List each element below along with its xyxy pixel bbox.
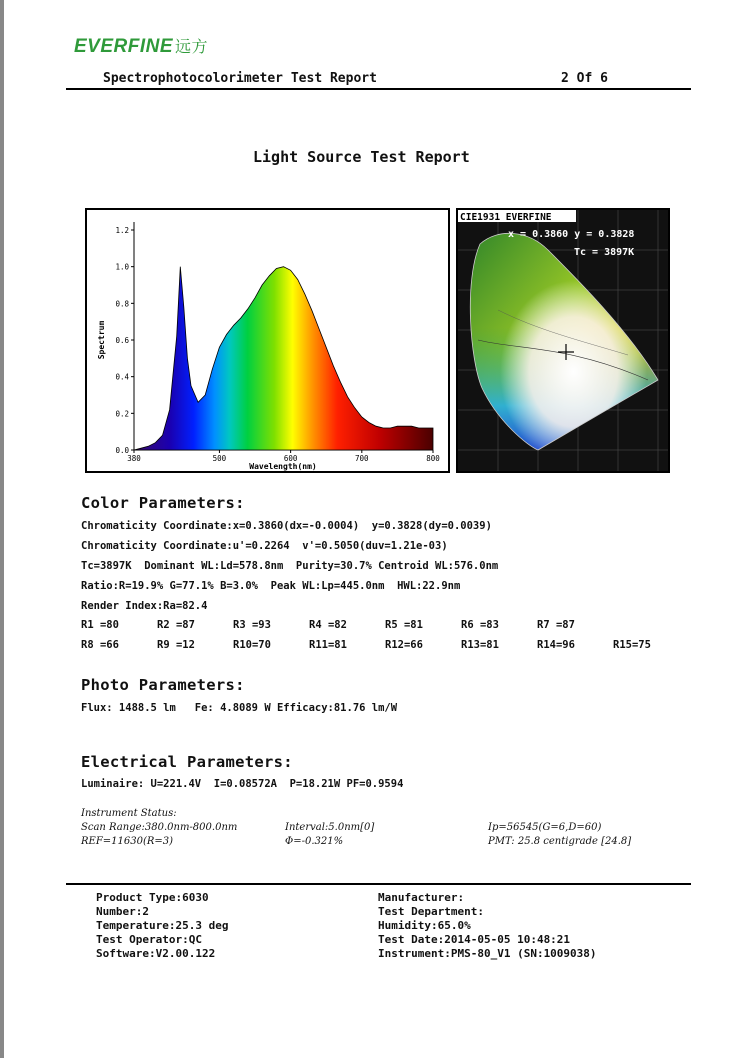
luminaire-line: Luminaire: U=221.4V I=0.08572A P=18.21W PF=0.9594 [81, 778, 404, 790]
y-tick-label: 0.0 [115, 446, 129, 455]
x-tick-label: 380 [127, 454, 141, 463]
humidity: Humidity:65.0% [378, 919, 471, 932]
report-header-title: Spectrophotocolorimeter Test Report [103, 71, 377, 86]
render-value: R11=81 [309, 639, 347, 651]
y-tick-label: 0.4 [115, 372, 129, 382]
render-index-line: Render Index:Ra=82.4 [81, 600, 208, 612]
chromaticity-xy-line: Chromaticity Coordinate:x=0.3860(dx=-0.0004) y=0.3828(dy=0.0039) [81, 520, 492, 532]
render-value: R15=75 [613, 639, 651, 651]
interval: Interval:5.0nm[0] [285, 822, 375, 833]
product-type: Product Type:6030 [96, 891, 209, 904]
cie-diagram [456, 208, 670, 473]
photo-parameters-heading: Photo Parameters: [81, 676, 245, 694]
render-value: R6 =83 [461, 619, 499, 631]
spectrum-chart-frame [85, 208, 450, 473]
test-date: Test Date:2014-05-05 10:48:21 [378, 933, 571, 946]
page-number: 2 Of 6 [561, 71, 608, 86]
x-tick-label: 800 [426, 454, 440, 463]
render-value: R5 =81 [385, 619, 423, 631]
sample-number: Number:2 [96, 905, 149, 918]
electrical-parameters-heading: Electrical Parameters: [81, 753, 293, 771]
render-value: R12=66 [385, 639, 423, 651]
chromaticity-uv-line: Chromaticity Coordinate:u'=0.2264 v'=0.5050(duv=1.21e-03) [81, 540, 448, 552]
header-divider [66, 88, 691, 90]
brand-logo: EVERFINE 远方 [74, 36, 209, 57]
y-tick-label: 1.0 [115, 262, 129, 272]
footer-divider [66, 883, 691, 885]
scan-range: Scan Range:380.0nm-800.0nm [81, 822, 238, 833]
y-tick-label: 0.2 [115, 409, 129, 419]
test-operator: Test Operator:QC [96, 933, 202, 946]
x-tick-label: 500 [212, 454, 227, 463]
test-department: Test Department: [378, 905, 484, 918]
software-version: Software:V2.00.122 [96, 947, 216, 960]
ref-value: REF=11630(R=3) [81, 836, 174, 847]
page-edge [0, 0, 4, 1058]
y-tick-label: 0.6 [115, 336, 129, 345]
render-value: R8 =66 [81, 639, 119, 651]
render-value: R7 =87 [537, 619, 575, 631]
manufacturer: Manufacturer: [378, 891, 465, 904]
cie-xy-value: x = 0.3860 y = 0.3828 [508, 229, 635, 240]
y-axis-label: Spectrum [97, 320, 106, 360]
cie-title: CIE1931 EVERFINE [460, 212, 552, 223]
cie-tc-value: Tc = 3897K [574, 247, 635, 258]
spectrum-area [134, 267, 433, 450]
x-axis-label: Wavelength(nm) [249, 462, 317, 471]
temperature: Temperature:25.3 deg [96, 919, 229, 932]
render-value: R2 =87 [157, 619, 195, 631]
spectrum-chart [87, 210, 448, 471]
y-tick-label: 1.2 [115, 226, 129, 235]
pmt-value: PMT: 25.8 centigrade [24.8] [488, 836, 632, 847]
phi-value: Φ=-0.321% [285, 836, 344, 847]
instrument-model: Instrument:PMS-80_V1 (SN:1009038) [378, 947, 597, 960]
render-value: R3 =93 [233, 619, 271, 631]
x-tick-label: 700 [355, 454, 369, 463]
tc-dominant-line: Tc=3897K Dominant WL:Ld=578.8nm Purity=30.7% Centroid WL:576.0nm [81, 560, 499, 572]
ratio-peak-line: Ratio:R=19.9% G=77.1% B=3.0% Peak WL:Lp=445.0nm HWL:22.9nm [81, 580, 461, 592]
render-value: R9 =12 [157, 639, 195, 651]
render-value: R4 =82 [309, 619, 347, 631]
render-value: R13=81 [461, 639, 499, 651]
page-title: Light Source Test Report [253, 148, 470, 166]
render-value: R10=70 [233, 639, 271, 651]
color-parameters-heading: Color Parameters: [81, 494, 245, 512]
x-tick-label: 600 [283, 454, 298, 463]
render-value: R14=96 [537, 639, 575, 651]
y-tick-label: 0.8 [115, 299, 129, 309]
render-value: R1 =80 [81, 619, 119, 631]
ip-value: Ip=56545(G=6,D=60) [488, 822, 602, 833]
instrument-status-title: Instrument Status: [81, 808, 177, 819]
flux-line: Flux: 1488.5 lm Fe: 4.8089 W Efficacy:81.76 lm/W [81, 702, 398, 714]
